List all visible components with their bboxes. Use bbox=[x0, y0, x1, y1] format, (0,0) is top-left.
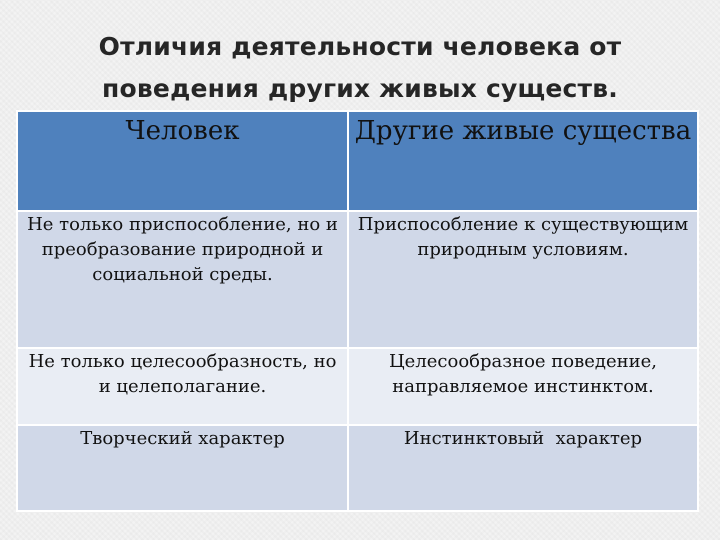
table-cell-other: Целесообразное поведение, направляемое инстинктом. bbox=[348, 348, 698, 425]
table-cell-other: Инстинктовый характер bbox=[348, 425, 698, 511]
slide-title bbox=[0, 26, 720, 110]
table-row bbox=[17, 211, 698, 348]
table-row bbox=[17, 425, 698, 511]
table-row bbox=[17, 348, 698, 425]
table-header-row bbox=[17, 111, 698, 211]
slide-title-line-2: поведения других живых существ. bbox=[102, 74, 618, 103]
comparison-table bbox=[16, 110, 699, 512]
table-cell-other: Приспособление к существующим природным условиям. bbox=[348, 211, 698, 348]
table-cell-human: Не только приспособление, но и преобразование природной и социальной среды. bbox=[17, 211, 348, 348]
header-other-creatures: Другие живые существа bbox=[348, 111, 698, 211]
header-human: Человек bbox=[17, 111, 348, 211]
table-cell-human: Творческий характер bbox=[17, 425, 348, 511]
table-cell-human: Не только целесообразность, но и целеполагание. bbox=[17, 348, 348, 425]
slide-title-line-1: Отличия деятельности человека от bbox=[98, 32, 622, 61]
